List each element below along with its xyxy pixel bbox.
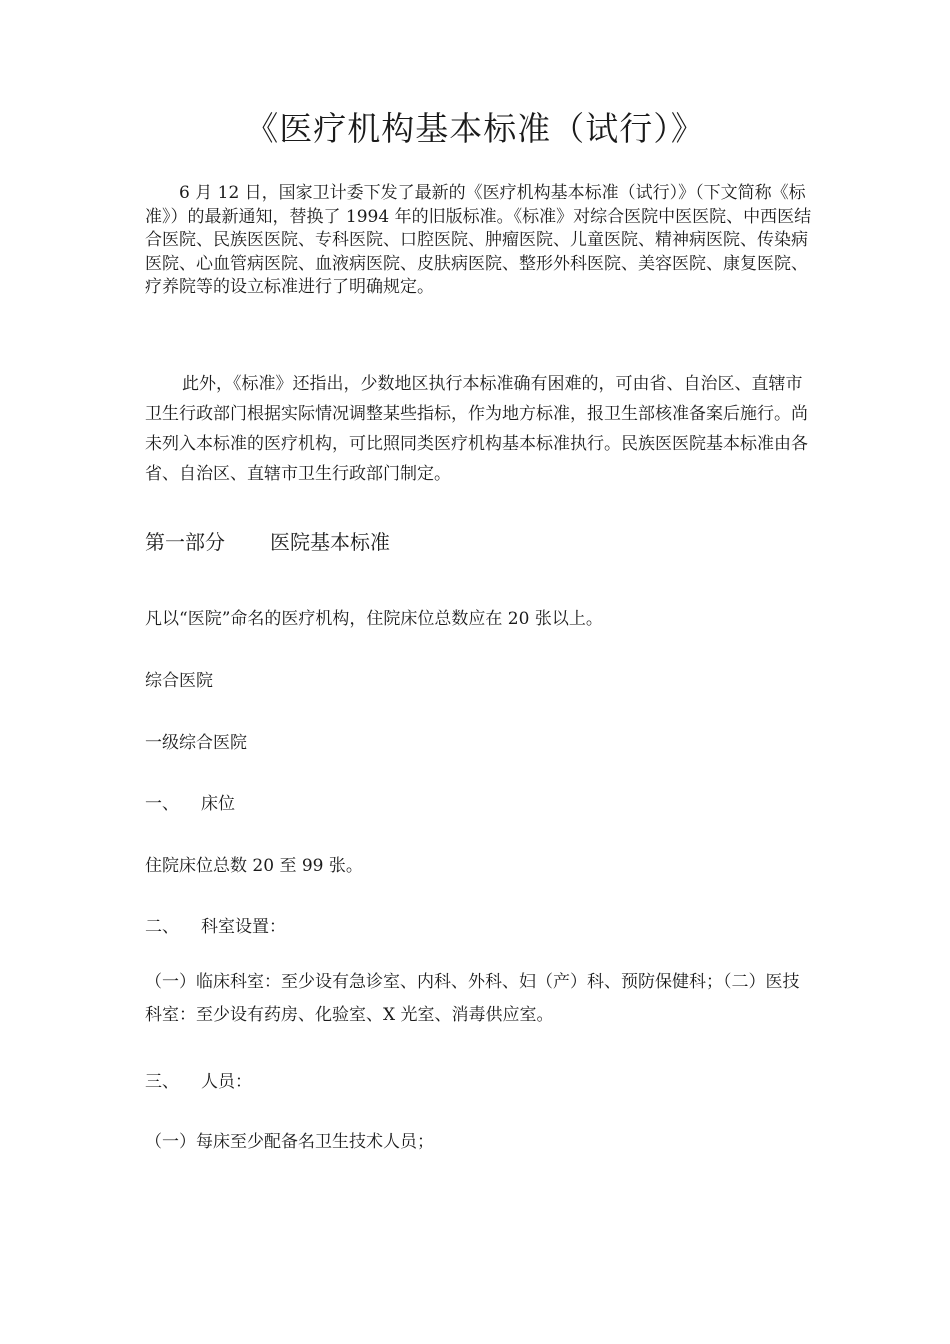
- section-part: 第一部分: [145, 530, 225, 554]
- item-number: 三、: [145, 1072, 179, 1092]
- item-number: 二、: [145, 917, 179, 937]
- item-label: 床位: [201, 794, 235, 814]
- staff-text: （一）每床至少配备名卫生技术人员；: [145, 1132, 434, 1152]
- item-staff: [145, 1067, 252, 1092]
- item-beds: [145, 789, 235, 814]
- item-label: 科室设置：: [201, 917, 286, 937]
- document-title: 《医疗机构基本标准（试行）》: [245, 109, 705, 148]
- beds-text: 住院床位总数 20 至 99 张。: [145, 856, 363, 876]
- general-hospital-heading: 综合医院: [145, 671, 213, 691]
- section-heading: [145, 526, 390, 555]
- item-label: 人员：: [201, 1072, 252, 1092]
- level1-heading: 一级综合医院: [145, 733, 247, 753]
- intro-paragraph: [145, 182, 813, 300]
- supplement-text: 此外，《标准》还指出，少数地区执行本标准确有困难的，可由省、自治区、直辖市卫生行政部门根据实际情况调整某些指标，作为地方标准，报卫生部核准备案后施行。尚未列入本标准的医疗机构，可比照同类医疗机构基本标准执行。民族医医院基本标准由各省、自治区、直辖市卫生行政部门制定。: [145, 374, 808, 484]
- section-name: 医院基本标准: [270, 530, 390, 554]
- item-number: 一、: [145, 794, 179, 814]
- supplement-paragraph: [145, 369, 813, 489]
- departments-text: （一）临床科室：至少设有急诊室、内科、外科、妇（产）科、预防保健科；（二）医技科室：至少设有药房、化验室、X 光室、消毒供应室。: [145, 972, 800, 1025]
- item-departments: [145, 912, 286, 937]
- intro-text: 6 月 12 日，国家卫计委下发了最新的《医疗机构基本标准（试行）》（下文简称《标准》）的最新通知，替换了 1994 年的旧版标准。《标准》对综合医院中医医院、中西医结合医院、民族医医院、专科医院、口腔医院、肿瘤医院、儿童医院、精神病医院、传染病医院、心血管病医院、血液病医院、皮肤病医院、整形外科医院、美容医院、康复医院、疗养院等的设立标准进行了明确规定。: [145, 183, 812, 297]
- hospital-rule: 凡以“医院”命名的医疗机构，住院床位总数应在 20 张以上。: [145, 609, 603, 629]
